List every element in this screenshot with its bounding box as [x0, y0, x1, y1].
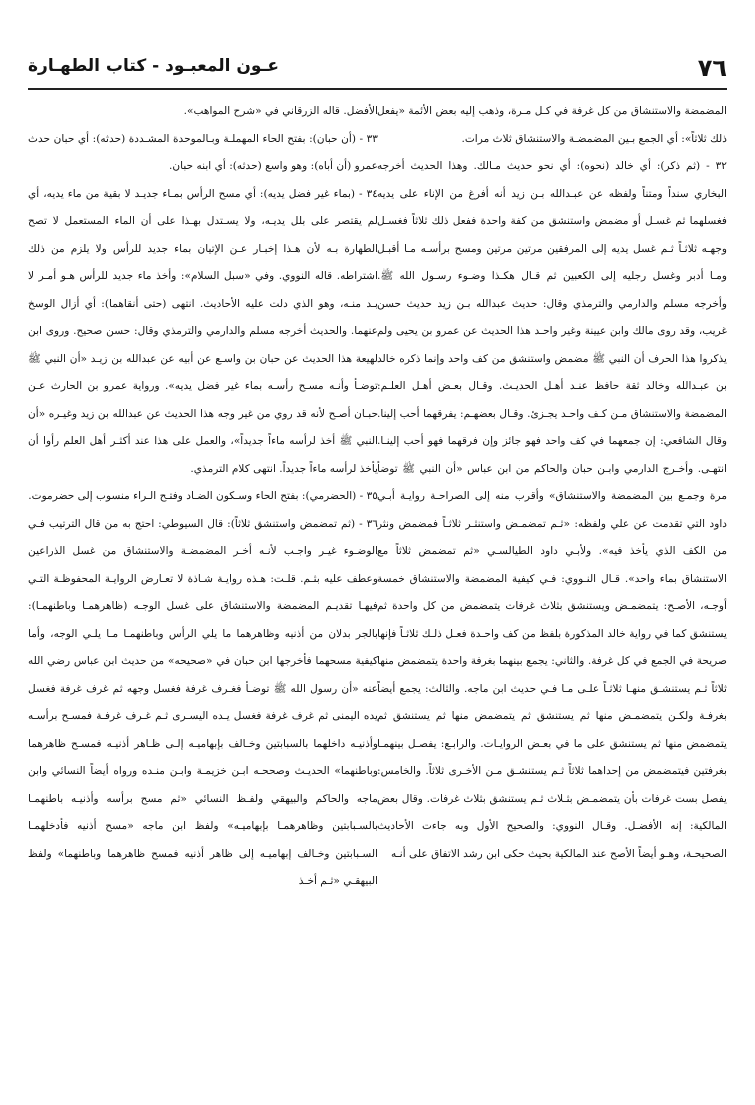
paragraph: ٣٥ - (الحضرمي): بفتح الحاء وسـكون الضـاد وفتـح الـراء منسوب إلى حضرموت.: [28, 490, 378, 502]
paragraph: ٣٦ - (ثم تمضمض واستنشق ثلاثاً): قال السيوطي: احتج به من قال الترتيب فـي الوضـوء غيـر واجـب لأنـه أخـر المضمضـة والاستنشاق من غسل الذراعين وعطف عليه بثـم. قلـت: هـذه روايـة شـاذة لا تعـارض الروايـة المحفوظـة التـي فيهـا تقديـم المضمضة والاستنشاق على غسل الوجـه (ظاهرهمـا وباطنهمـا): بالجر بدلان من أذنيه وظاهرهما ما يلي الرأس وباطنهمـا مـا يلـي الوجه، وأما كيفية مسحهما فأخرجها ابن حبان في «صحيحه» من حديث ابن عباس رضي الله عنه «أن رسول الله ﷺ توضـأ فغـرف غرفة فغسل وجهه ثم غرف غرفة فغسل يده اليمنى ثم غرف غرفة فغسل يـده اليسـرى ثـم غـرف غرفـة فمسـح برأسـه وأذنيـه داخلهما بالسبابتين وخـالف بإبهاميـه إلـى ظـاهر أذنيـه فمسـح ظاهرهما وباطنهما» الحديـث وصححـه ابـن خزيمـة وابـن منـده ورواه أيضاً النسائي وابن ماجه والحاكم والبيهقي ولفـظ النسائي «ثم مسح برأسه وأذنيـه باطنهمـا بالسـبابتين وظاهرهمـا بإبهاميـه» ولفظ ابن ماجه «مسح أذنيه فأدخلهمـا السـبابتين وخـالف إبهاميـه إلى ظاهر أذنيه فمسح ظاهرهما وباطنهما» ولفظ البيهقـي «ثـم أخـذ: [28, 517, 378, 887]
paragraph: المضمضة والاستنشاق من كل غرفة في كـل مـرة، وذهب إليه بعض الأئمة «يفعل ذلك ثلاثاً»: أي الجمع بـين المضمضـة والاستنشاق ثلاث مرات.: [377, 105, 727, 145]
paragraph: ٣٣ - (أن حبان): بفتح الحاء المهملـة وبـالموحدة المشـددة (حدثه): أي حبان حدث عمرو (أن أباه): وهو واسع (حدثه): أي ابنه حبان.: [28, 132, 378, 172]
paragraph: ٣٢ - (ثم ذكر): أي خالد (نحوه): أي نحو حديث مـالك. وهذا الحديث أخرجه البخاري سنداً ومتناً ولفظه عن عبـدالله بـن زيد أنه أفرغ من الإناء على يديه فغسلهما ثم غسـل أو مضمض واستنشق من كفة واحدة ففعل ذلك ثلاثاً فغسـل وجهـه ثلاثـاً ثـم غسل يديه إلى المرفقين مرتين مرتين ومسح برأسـه مـا أقبـل ومـا أدبر وغسل رجليه إلى الكعبين ثم قـال هكـذا وضـوء رسـول الله ﷺ. وأخرجه مسلم والدارمي والترمذي وقال: حديث عبدالله بـن زيد حديث حسن غريب، وقد روى مالك وابن عيينة وغير واحـد هذا الحديث عن عمرو بن يحيى ولم يذكروا هذا الحرف أن النبي ﷺ مضمض واستنشق من كف واحد وإنما ذكره خالد بن عبـدالله وخالد ثقة حافظ عنـد أهـل الحديـث. وقـال بعـض أهـل العلـم: المضمضة والاستنشاق مـن كـف واحـد يجـزئ. وقـال بعضهـم: يفرقهما أحب إلينا. وقال الشافعي: إن جمعهما في كف واحد فهو جائز وإن فرقهما فهو أحب إلينـا. انتهـى. وأخـرج الدارمي وابـن حبان والحاكم من ابن عباس «أن النبي ﷺ توضأ مرة وجمـع بين المضمضة والاستنشاق» وأقرب منه إلى الصراحـة روايـة أبـي داود التي تقدمت عن علي ولفظه: «ثـم تمضمـض واستنثـر ثلاثـاً فمضمض ونثر من الكف الذي يأخذ فيه». ولأبـي داود الطيالسـي «ثم تمضمض ثلاثاً مع الاستنشاق بماء واحد». قـال النـووي: فـي كيفية المضمضة والاستنشاق خمسة أوجـه، الأصـح: يتمضمـض ويستنشق بثلاث غرفات يتمضمض من كل واحدة ثم يستنشق كما في رواية خالد المذكورة بلفظ من كف واحـدة فعـل ذلـك ثلاثـاً فإنها صريحة في الجمع في كل غرفة. والثاني: يجمع بينهما بغرفة واحدة يتمضمض منها ثلاثاً ثـم يستنشـق منهـا ثلاثـاً علـى مـا فـي حديث ابن ماجه. والثالث: يجمع أيضاً بغرفـة ولكـن يتمضمـض منها ثم يستنشق ثم يتمضمض منها ثم يستنشق ثم يتمضمض منها ثم يستنشق على ما في بعـض الروايـات. والرابـع: يفصـل بينهمـا بغرفتين فيتمضمض من إحداهما ثلاثاً ثـم يستنشـق مـن الأخـرى ثلاثاً. والخامس: يفصل بست غرفات بأن يتمضمـض بثـلاث ثـم يستنشق بثلاث غرفات. وقال بعض المالكية: إنه الأفضـل. وقـال النووي: والصحيح الأول وبه جاءت الأحاديث الصحيحـة، وهـو أيضاً الأصح عند المالكية بحيث حكى ابن رشد الاتفاق على أنـه: [377, 160, 727, 860]
paragraph: الأفضل. قاله الزرقاني في «شرح المواهب».: [183, 105, 378, 117]
right-column: [377, 98, 727, 1098]
page-header: [28, 54, 727, 90]
running-title: عـون المعبـود - كتاب الطهـارة: [28, 56, 279, 76]
paragraph: ٣٤ - (بماء غير فضل يديه): أي مسح الرأس بمـاء جديـد لا بقية من ماء يديه، أي لم يقتصر على بلل يديـه، ولا يسـتدل بهـذا على أن الماء المستعمل لا تصح الطهارة بـه لأن هـذا إخبـار عـن الإتيان بماء جديد للرأس ولا يلزم من ذلك اشتراطه. قاله النووي. وفي «سبل السلام»: وأخذ ماء جديد للرأس هـو أمـر لا بـد منـه، وهو الذي دلت عليه الأحاديث. انتهى (حتى أنقاهما): أي أزال الوسخ عنهما. والحديث أخرجه مسلم والدارمي والترمذي وقال: حسن صحيح. وروى ابن لهيعة هذا الحديث عن حبان بن واسـع عن أبيه عن عبدالله بن زيـد «أن النبي ﷺ توضـأ وأنـه مسـح رأسـه بماء غير فضل يديه». ورواية عمرو بن الحارث عـن حبـان أصـح لأنه قد روي من غير وجه هذا الحديث عن عبدالله بن زيد وغيـره «أن النبي ﷺ أخذ لرأسه ماءاً جديداً»، والعمل على هذا عند أكثـر أهل العلم رأوا أن يأخذ لرأسه ماءاً جديداً. انتهى كلام الترمذي.: [28, 187, 378, 475]
left-column: [28, 98, 378, 1098]
page-number: ٧٦: [697, 54, 727, 82]
